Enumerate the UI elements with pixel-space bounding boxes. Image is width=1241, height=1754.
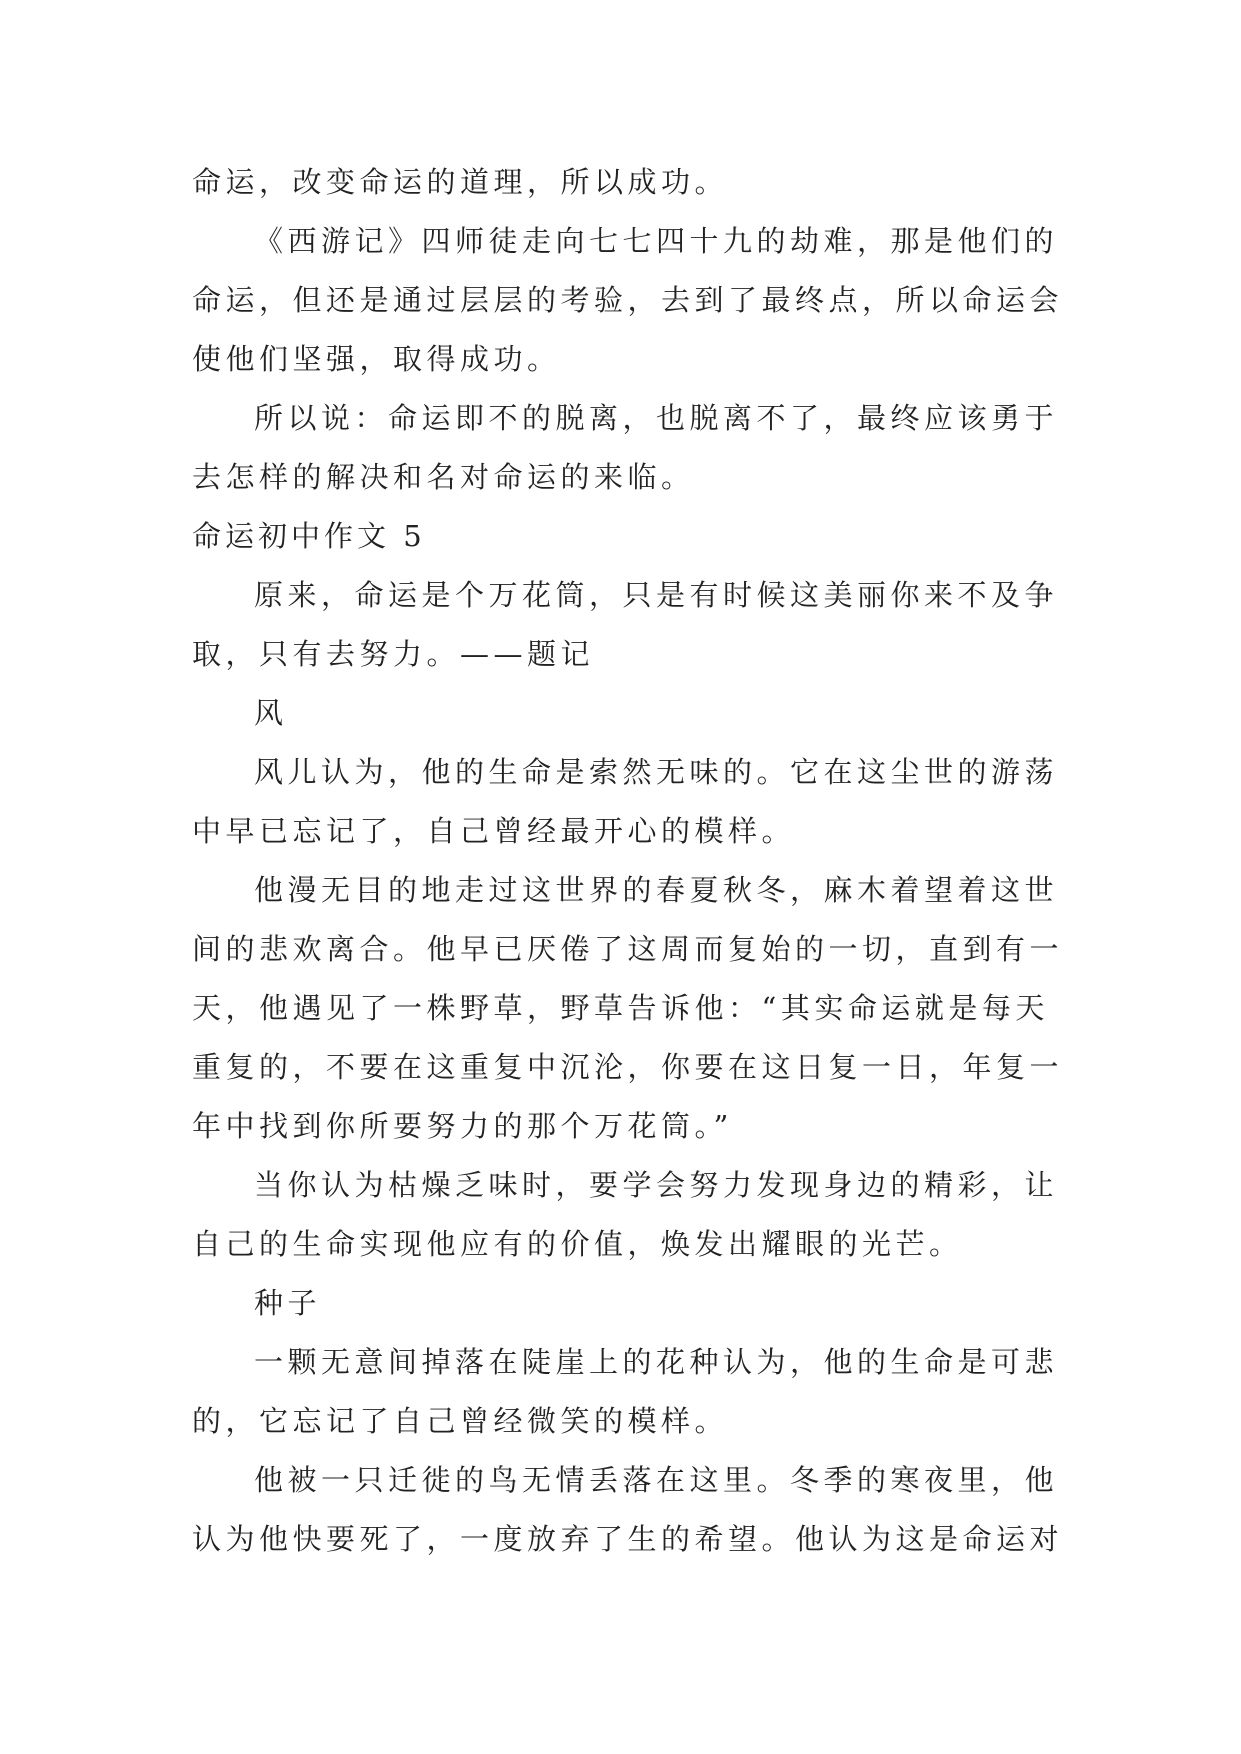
document-body	[192, 153, 1064, 1569]
paragraph-start-line: 当你认为枯燥乏味时，要学会努力发现身边的精彩，让	[254, 1168, 1059, 1202]
paragraph-start-line: 《西游记》四师徒走向七七四十九的劫难，那是他们的	[254, 224, 1059, 258]
paragraph-start-line: 原来，命运是个万花筒，只是有时候这美丽你来不及争	[254, 578, 1059, 612]
text-line: 天，他遇见了一株野草，野草告诉他：“其实命运就是每天	[192, 991, 1049, 1025]
text-line: 自己的生命实现他应有的价值，焕发出耀眼的光芒。	[192, 1227, 963, 1261]
text-line: 重复的，不要在这重复中沉沦，你要在这日复一日，年复一	[192, 1050, 1064, 1084]
paragraph-start-line: 所以说：命运即不的脱离，也脱离不了，最终应该勇于	[254, 401, 1059, 435]
text-line: 命运，改变命运的道理，所以成功。	[192, 165, 729, 199]
subsection-title: 种子	[254, 1286, 322, 1320]
text-line: 使他们坚强，取得成功。	[192, 342, 561, 376]
text-line: 年中找到你所要努力的那个万花筒。”	[192, 1109, 733, 1143]
text-line: 中早已忘记了，自己曾经最开心的模样。	[192, 814, 796, 848]
paragraph-start-line: 他漫无目的地走过这世界的春夏秋冬，麻木着望着这世	[254, 873, 1059, 907]
paragraph-start-line: 一颗无意间掉落在陡崖上的花种认为，他的生命是可悲	[254, 1345, 1059, 1379]
text-line: 去怎样的解决和名对命运的来临。	[192, 460, 695, 494]
paragraph-start-line: 他被一只迁徙的鸟无情丢落在这里。冬季的寒夜里，他	[254, 1463, 1059, 1497]
text-line: 取，只有去努力。——题记	[192, 637, 595, 671]
section-heading: 命运初中作文 5	[192, 519, 426, 553]
paragraph-start-line: 风儿认为，他的生命是索然无味的。它在这尘世的游荡	[254, 755, 1059, 789]
text-line: 认为他快要死了，一度放弃了生的希望。他认为这是命运对	[192, 1522, 1064, 1556]
text-line: 间的悲欢离合。他早已厌倦了这周而复始的一切，直到有一	[192, 932, 1064, 966]
text-line: 的，它忘记了自己曾经微笑的模样。	[192, 1404, 729, 1438]
text-line: 命运，但还是通过层层的考验，去到了最终点，所以命运会	[192, 283, 1064, 317]
subsection-title: 风	[254, 696, 288, 730]
